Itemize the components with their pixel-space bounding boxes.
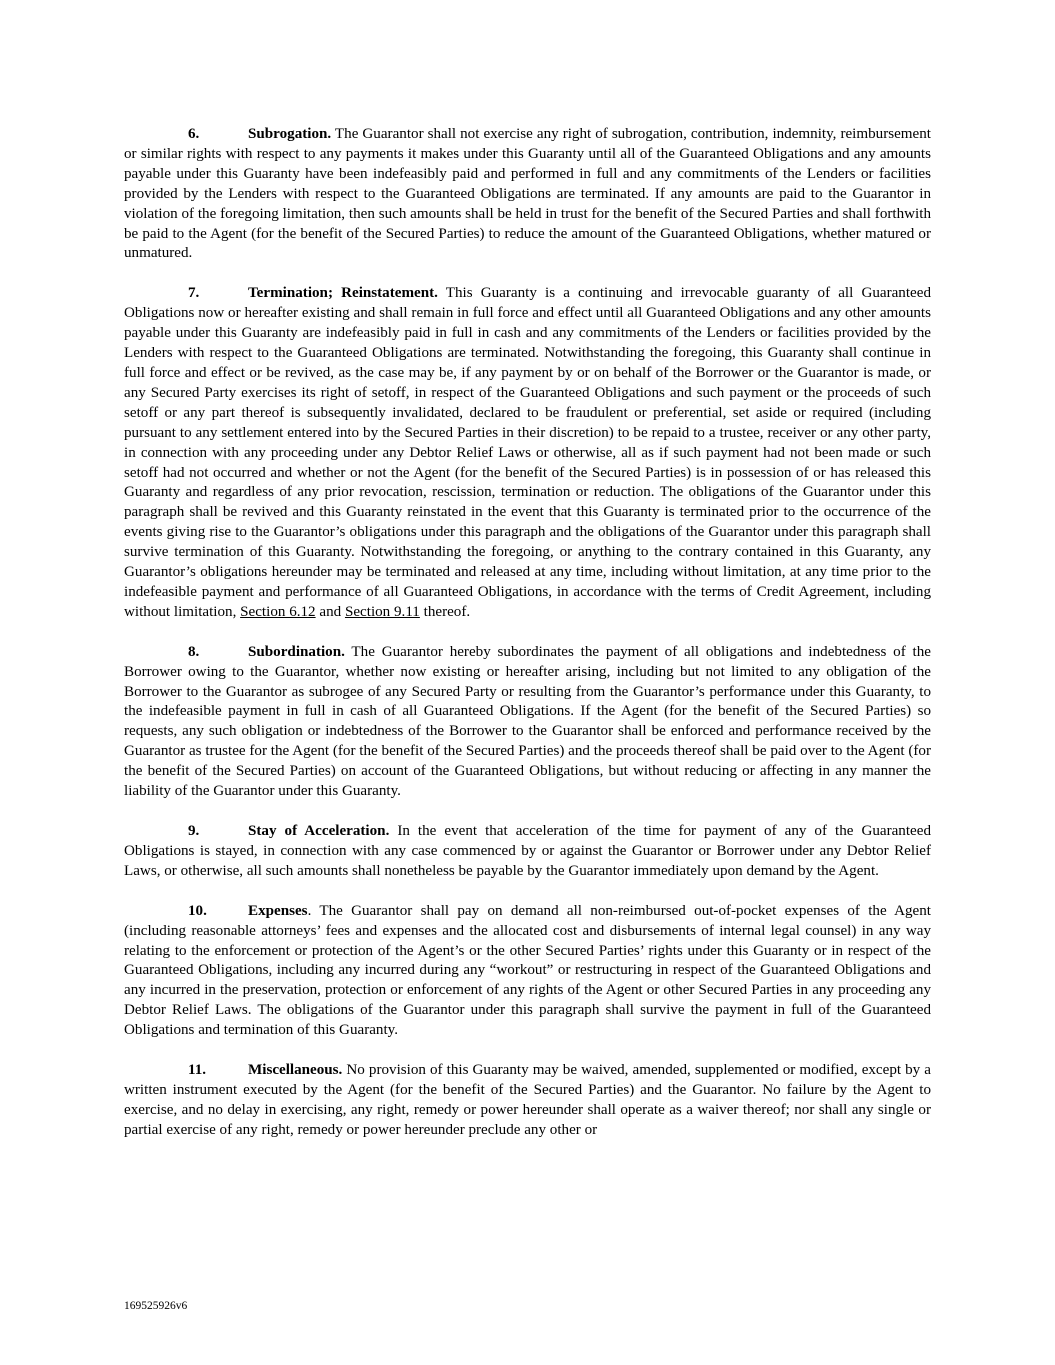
section-7-termination-reinstatement [124,284,931,622]
section-9-stay-of-acceleration [124,822,931,882]
section-11-miscellaneous [124,1061,931,1141]
section-number: 9. [188,823,200,839]
section-heading: Expenses [248,902,308,919]
section-heading: Termination; Reinstatement. [248,285,438,302]
section-body: This Guaranty is a continuing and irrevocable guaranty of all Guaranteed Obligations now or hereafter existing and shall remain in full force and effect until all Guaranteed Obligations and any other amounts payable under this Guaranty are indefeasibly paid in full in cash and any commitments of the Lenders or facilities provided by the Lenders with respect to the Guaranteed Obligations are terminated. Notwithstanding the foregoing, this Guaranty shall continue in full force and effect or be revived, as the case may be, if any payment by or on behalf of the Borrower or the Guarantor is made, or any Secured Party exercises its right of setoff, in respect of the Guaranteed Obligations and such payment or the proceeds of such setoff or any part thereof is subsequently invalidated, declared to be fraudulent or preferential, set aside or required (including pursuant to any settlement entered into by the Secured Parties in their discretion) to be repaid to a trustee, receiver or any other party, in connection with any proceeding under any Debtor Relief Laws or otherwise, all as if such payment had not been made or such setoff had not occurred and whether or not the Agent (for the benefit of the Secured Parties) is in possession of or has released this Guaranty and regardless of any prior revocation, rescission, termination or reduction. The obligations of the Guarantor under this paragraph shall be revived and this Guaranty reinstated in the event that this Guaranty is terminated prior to the occurrence of the events giving rise to the Guarantor’s obligations under this paragraph and the obligations of the Guarantor under this paragraph shall survive termination of this Guaranty. Notwithstanding the foregoing, or anything to the contrary contained in this Guaranty, any Guarantor’s obligations hereunder may be terminated and released at any time, including without limitation, at any time prior to the indefeasible payment and performance of all Guaranteed Obligations, in accordance with the terms of Credit Agreement, including without limitation, [124,285,931,620]
section-6-subrogation [124,125,931,264]
section-10-expenses [124,902,931,1041]
section-number: 7. [188,285,200,302]
section-heading: Subordination. [248,643,345,660]
section-number: 10. [188,902,207,919]
section-body-tail: thereof. [419,603,471,620]
section-body: . The Guarantor shall pay on demand all non-reimbursed out-of-pocket expenses of the Agent (including reasonable attorneys’ fees and expenses and the allocated cost and disbursements of internal legal counsel) in any way relating to the enforcement or protection of the Agent’s or the other Secured Parties’ rights under this Guaranty or in respect of the Guaranteed Obligations, including any incurred during any “workout” or restructuring in respect of the Guaranteed Obligations and any incurred in the preservation, protection or enforcement of any rights of the Agent or other Secured Parties in any proceeding any Debtor Relief Laws. The obligations of the Guarantor under this paragraph shall survive the payment in full of the Guaranteed Obligations and termination of this Guaranty. [124,902,931,1039]
section-body: In the event that acceleration of the time for payment of any of the Guaranteed Obligations is stayed, in connection with any case commenced by or against the Guarantor or Borrower under any Debtor Relief Laws, or otherwise, all such amounts shall nonetheless be payable by the Guarantor immediately upon demand by the Agent. [124,823,931,879]
section-body: The Guarantor hereby subordinates the payment of all obligations and indebtedness of the Borrower owing to the Guarantor, whether now existing or hereafter arising, including but not limited to any obligation of the Borrower to the Guarantor as subrogee of any Secured Party or resulting from the Guarantor’s performance under this Guaranty, to the indefeasible payment in full in cash of all Guaranteed Obligations. If the Agent (for the benefit of the Secured Parties) so requests, any such obligation or indebtedness of the Borrower to the Guarantor shall be enforced and performance received by the Guarantor as trustee for the Agent (for the benefit of the Secured Parties) and the proceeds thereof shall be paid over to the Agent (for the benefit of the Secured Parties) on account of the Guaranteed Obligations, but without reducing or affecting in any manner the liability of the Guarantor under this Guaranty. [124,643,931,800]
section-8-subordination [124,643,931,802]
section-heading: Miscellaneous. [248,1062,343,1079]
footer-document-id: 169525926v6 [124,1300,188,1312]
section-body: No provision of this Guaranty may be waived, amended, supplemented or modified, except by a written instrument executed by the Agent (for the benefit of the Secured Parties) and the Guarantor. No failure by the Agent to exercise, and no delay in exercising, any right, remedy or power hereunder shall operate as a waiver thereof; nor shall any single or partial exercise of any right, remedy or power hereunder preclude any other or [124,1062,931,1138]
section-reference-6-12: Section 6.12 [240,603,316,620]
section-number: 8. [188,643,200,660]
section-body-joiner: and [315,603,345,620]
section-heading: Stay of Acceleration. [248,823,390,839]
section-number: 11. [188,1062,207,1079]
section-body: The Guarantor shall not exercise any right of subrogation, contribution, indemnity, reimbursement or similar rights with respect to any payments it makes under this Guaranty until all of the Guaranteed Obligations and any amounts payable under this Guaranty have been indefeasibly paid and performed in full and any commitments of the Lenders or facilities provided by the Lenders with respect to the Guaranteed Obligations are terminated. If any amounts are paid to the Guarantor in violation of the foregoing limitation, then such amounts shall be held in trust for the benefit of the Secured Parties and shall forthwith be paid to the Agent (for the benefit of the Secured Parties) to reduce the amount of the Guaranteed Obligations, whether matured or unmatured. [124,126,931,262]
document-page [124,125,931,1161]
section-number: 6. [188,126,200,142]
section-reference-9-11: Section 9.11 [344,603,420,620]
section-heading: Subrogation. [248,126,332,142]
